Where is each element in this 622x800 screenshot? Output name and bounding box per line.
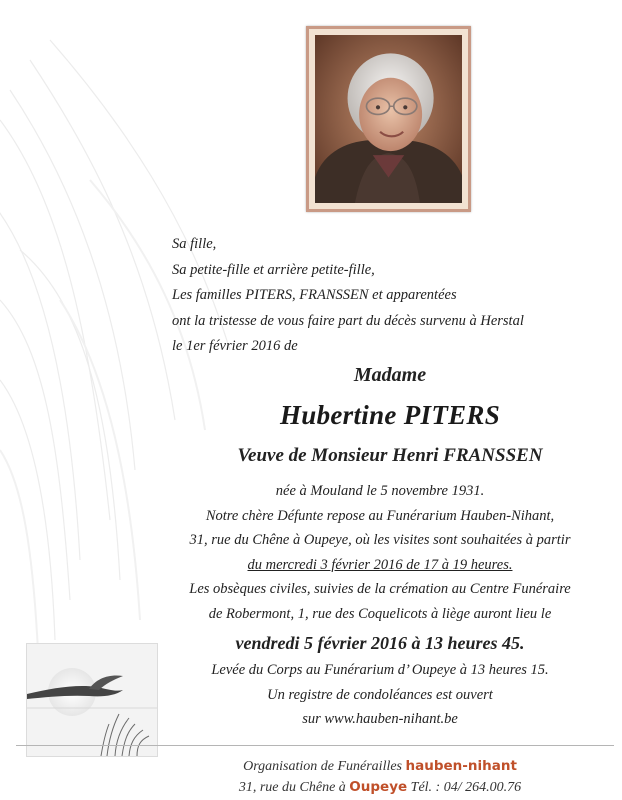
birth-line: née à Mouland le 5 novembre 1931. xyxy=(275,483,485,499)
widow-line: Veuve de Monsieur Henri FRANSSEN xyxy=(237,445,543,466)
footer-phone: Tél. : 04/ 264.00.76 xyxy=(410,780,522,795)
rest-line-1: Notre chère Défunte repose au Funérarium Hauben-Nihant, xyxy=(205,507,555,524)
rest-line-2: 31, rue du Chêne à Oupeye, où les visites sont souhaitées à partir xyxy=(189,532,571,548)
portrait-photo xyxy=(315,35,462,203)
footer-address: 31, rue du Chêne à xyxy=(238,780,346,795)
title-madame: Madame xyxy=(353,364,427,386)
intro-line: ont la tristesse de vous faire part du décès survenu à Herstal xyxy=(172,312,524,329)
footer-org-line xyxy=(160,756,600,777)
bird-over-water-icon xyxy=(27,644,157,756)
intro-line: Les familles PITERS, FRANSSEN et apparentées xyxy=(172,287,457,303)
footer-address-line xyxy=(160,777,600,798)
deceased-name: Hubertine PITERS xyxy=(279,400,501,430)
intro-line: Sa fille, xyxy=(172,236,217,252)
portrait-frame xyxy=(306,26,471,212)
funeral-line-1: Les obsèques civiles, suivies de la crémation au Centre Funéraire xyxy=(189,581,571,597)
leve-corps-line: Levée du Corps au Funérarium d’ Oupeye à 13 heures 15. xyxy=(211,662,549,678)
website-line: sur www.hauben-nihant.be xyxy=(302,711,458,727)
funeral-details xyxy=(160,479,600,732)
bird-emblem xyxy=(26,643,158,757)
intro-text xyxy=(172,232,602,360)
register-line: Un registre de condoléances est ouvert xyxy=(267,686,493,703)
funeral-line-2: de Robermont, 1, rue des Coquelicots à liège auront lieu le xyxy=(208,605,552,622)
footer xyxy=(160,756,600,798)
footer-divider xyxy=(16,745,614,746)
intro-line: le 1er février 2016 de xyxy=(172,338,298,354)
footer-org-label: Organisation de Funérailles xyxy=(243,759,403,774)
intro-line: Sa petite-fille et arrière petite-fille, xyxy=(172,261,375,278)
funeral-date: vendredi 5 février 2016 à 13 heures 45. xyxy=(235,633,525,653)
visit-dates: du mercredi 3 février 2016 de 17 à 19 heures. xyxy=(247,556,513,573)
footer-city: Oupeye xyxy=(349,779,408,795)
brand-name: hauben-nihant xyxy=(405,758,517,774)
